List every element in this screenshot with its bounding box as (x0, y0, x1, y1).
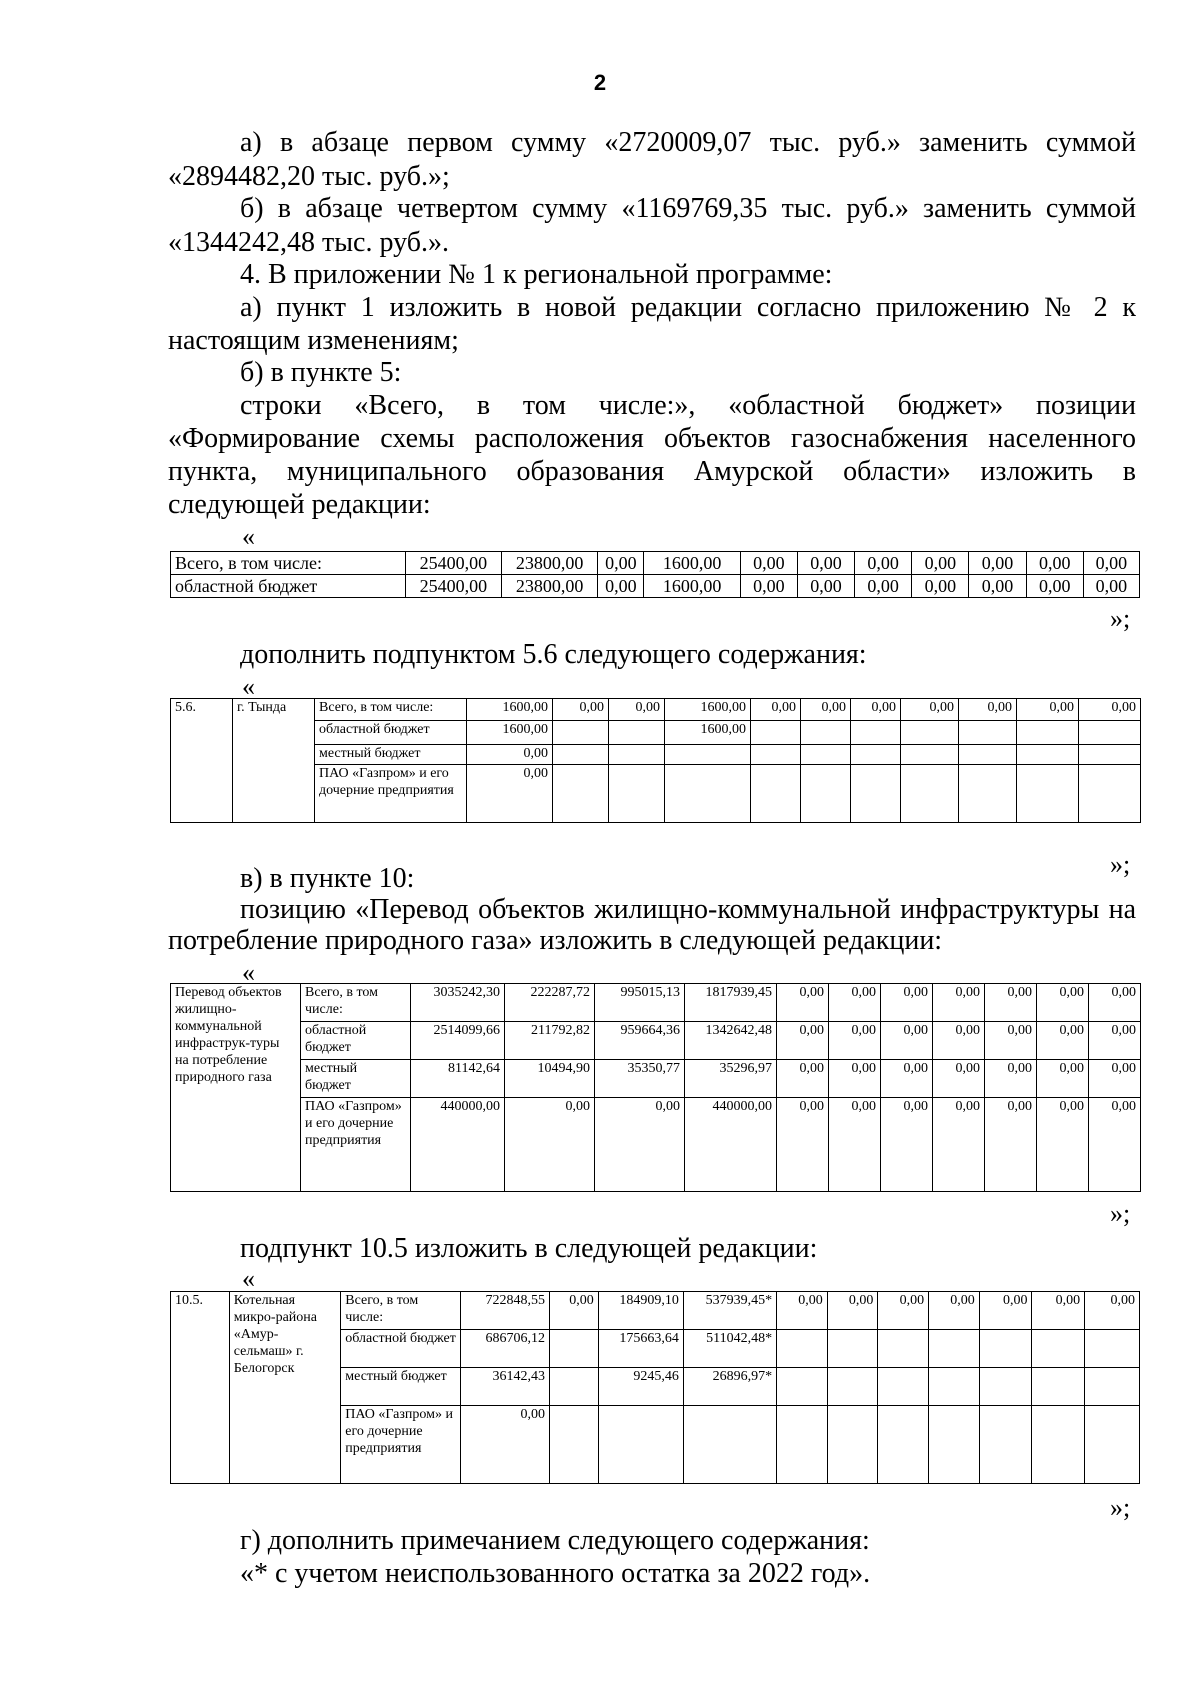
value-cell: 36142,43 (460, 1368, 549, 1406)
value-cell: 0,00 (1037, 984, 1089, 1022)
value-cell: 0,00 (985, 1060, 1037, 1098)
value-cell: 23800,00 (502, 575, 598, 598)
table-row (171, 984, 1141, 1022)
value-cell (901, 765, 959, 823)
value-cell (1017, 721, 1079, 745)
page-number: 2 (593, 70, 607, 95)
value-cell: 0,00 (797, 575, 854, 598)
table-row (171, 1292, 1140, 1330)
value-cell: 0,00 (740, 575, 797, 598)
value-cell (1085, 1368, 1140, 1406)
paragraph-4b: б) в пункте 5: (240, 357, 402, 388)
table-row (171, 1022, 1141, 1060)
value-cell (550, 1406, 599, 1484)
quote-close-1: »; (1110, 604, 1131, 633)
item-name: Котельная микро-района «Амур-сельмаш» г. Белогорск (229, 1292, 340, 1484)
item-name: Перевод объектов жилищно-коммунальной инфраструк-туры на потребление природного газа (171, 984, 301, 1192)
paragraph-c: в) в пункте 10: (240, 863, 415, 894)
value-cell (1032, 1368, 1085, 1406)
value-cell (1079, 721, 1141, 745)
value-cell: 0,00 (933, 1060, 985, 1098)
value-cell: 1600,00 (644, 575, 740, 598)
value-cell (550, 1368, 599, 1406)
value-cell (979, 1330, 1032, 1368)
row-label: Всего, в том числе: (315, 699, 467, 721)
value-cell: 81142,64 (411, 1060, 505, 1098)
value-cell (1032, 1406, 1085, 1484)
value-cell: 0,00 (829, 1022, 881, 1060)
item-number: 5.6. (171, 699, 233, 823)
table-row (171, 721, 1141, 745)
value-cell: 1600,00 (467, 699, 553, 721)
value-cell (751, 721, 801, 745)
value-cell: 722848,55 (460, 1292, 549, 1330)
value-cell (609, 765, 665, 823)
table-row (171, 745, 1141, 765)
value-cell (851, 765, 901, 823)
value-cell (665, 765, 751, 823)
paragraph-c-line1: позицию «Перевод объектов жилищно-коммунальной инфраструктуры на (240, 894, 1136, 925)
value-cell: 2514099,66 (411, 1022, 505, 1060)
value-cell: 0,00 (985, 984, 1037, 1022)
row-label: областной бюджет (341, 1330, 461, 1368)
value-cell: 25400,00 (405, 552, 501, 575)
value-cell: 0,00 (740, 552, 797, 575)
value-cell (1017, 765, 1079, 823)
value-cell: 0,00 (1037, 1098, 1089, 1192)
value-cell (609, 745, 665, 765)
value-cell (979, 1368, 1032, 1406)
value-cell: 0,00 (985, 1022, 1037, 1060)
value-cell: 0,00 (1083, 552, 1139, 575)
value-cell (777, 1330, 828, 1368)
value-cell: 0,00 (929, 1292, 980, 1330)
paragraph-4a-line1: а) пункт 1 изложить в новой редакции согласно приложению № 2 к (240, 292, 1136, 323)
value-cell (1079, 765, 1141, 823)
value-cell: 0,00 (1089, 1098, 1141, 1192)
paragraph-add-5-6: дополнить подпунктом 5.6 следующего содержания: (240, 639, 867, 670)
value-cell: 686706,12 (460, 1330, 549, 1368)
value-cell: 0,00 (1037, 1060, 1089, 1098)
value-cell: 0,00 (851, 699, 901, 721)
value-cell (979, 1406, 1032, 1484)
value-cell (959, 765, 1017, 823)
value-cell: 0,00 (933, 984, 985, 1022)
value-cell: 511042,48* (683, 1330, 776, 1368)
paragraph-4: 4. В приложении № 1 к региональной программе: (240, 259, 833, 290)
value-cell (959, 745, 1017, 765)
row-label: Всего, в том числе: (341, 1292, 461, 1330)
quote-open-2: « (242, 672, 255, 701)
value-cell: 0,00 (467, 765, 553, 823)
quote-close-2: »; (1110, 850, 1131, 879)
value-cell: 1342642,48 (685, 1022, 777, 1060)
value-cell: 0,00 (881, 1098, 933, 1192)
quote-open-1: « (242, 522, 255, 551)
row-label: местный бюджет (315, 745, 467, 765)
value-cell: 0,00 (797, 552, 854, 575)
item-name: г. Тында (233, 699, 315, 823)
table-row (171, 552, 1140, 575)
paragraph-rows-line1: строки «Всего, в том числе:», «областной бюджет» позиции (240, 390, 1136, 421)
value-cell: 0,00 (505, 1098, 595, 1192)
value-cell: 1600,00 (665, 699, 751, 721)
row-label: местный бюджет (301, 1060, 411, 1098)
table-row (171, 765, 1141, 823)
table-position-10 (170, 983, 1141, 1192)
value-cell (751, 765, 801, 823)
value-cell: 0,00 (829, 1098, 881, 1192)
value-cell: 0,00 (855, 552, 912, 575)
row-label: областной бюджет (171, 575, 406, 598)
value-cell (598, 1406, 683, 1484)
value-cell: 0,00 (598, 552, 644, 575)
table-totals (170, 551, 1140, 598)
value-cell: 0,00 (901, 699, 959, 721)
value-cell: 0,00 (827, 1292, 878, 1330)
value-cell: 23800,00 (502, 552, 598, 575)
value-cell (878, 1368, 929, 1406)
value-cell (901, 721, 959, 745)
value-cell (665, 745, 751, 765)
value-cell: 0,00 (985, 1098, 1037, 1192)
paragraph-rows-line3: пункта, муниципального образования Амурской области» изложить в (168, 456, 1136, 487)
value-cell: 222287,72 (505, 984, 595, 1022)
value-cell: 0,00 (881, 984, 933, 1022)
value-cell: 0,00 (801, 699, 851, 721)
value-cell: 25400,00 (405, 575, 501, 598)
value-cell (929, 1330, 980, 1368)
value-cell: 0,00 (595, 1098, 685, 1192)
value-cell: 0,00 (979, 1292, 1032, 1330)
value-cell: 0,00 (1026, 575, 1083, 598)
value-cell (929, 1406, 980, 1484)
value-cell: 0,00 (912, 552, 969, 575)
value-cell (683, 1406, 776, 1484)
value-cell: 0,00 (467, 745, 553, 765)
value-cell: 0,00 (933, 1022, 985, 1060)
value-cell: 0,00 (959, 699, 1017, 721)
value-cell (851, 745, 901, 765)
value-cell (1032, 1330, 1085, 1368)
value-cell: 0,00 (881, 1022, 933, 1060)
value-cell (1079, 745, 1141, 765)
row-label: ПАО «Газпром» и его дочерние предприятия (341, 1406, 461, 1484)
quote-open-4: « (242, 1264, 255, 1293)
value-cell: 995015,13 (595, 984, 685, 1022)
value-cell: 0,00 (881, 1060, 933, 1098)
value-cell (553, 765, 609, 823)
value-cell: 0,00 (829, 1060, 881, 1098)
value-cell: 0,00 (1032, 1292, 1085, 1330)
value-cell: 0,00 (912, 575, 969, 598)
value-cell: 440000,00 (685, 1098, 777, 1192)
table-subitem-10-5 (170, 1291, 1140, 1484)
value-cell: 0,00 (777, 1098, 829, 1192)
value-cell: 0,00 (1079, 699, 1141, 721)
row-label: местный бюджет (341, 1368, 461, 1406)
table-row (171, 1060, 1141, 1098)
value-cell (929, 1368, 980, 1406)
value-cell (609, 721, 665, 745)
value-cell: 0,00 (1089, 1022, 1141, 1060)
row-label: Всего, в том числе: (171, 552, 406, 575)
value-cell (827, 1330, 878, 1368)
value-cell: 0,00 (777, 1292, 828, 1330)
table-row (171, 575, 1140, 598)
value-cell: 0,00 (777, 1022, 829, 1060)
paragraph-rows-line4: следующей редакции: (168, 489, 431, 520)
value-cell (1085, 1330, 1140, 1368)
paragraph-10-5: подпункт 10.5 изложить в следующей редакции: (240, 1233, 818, 1264)
value-cell: 35350,77 (595, 1060, 685, 1098)
row-label: областной бюджет (315, 721, 467, 745)
value-cell (827, 1368, 878, 1406)
row-label: Всего, в том числе: (301, 984, 411, 1022)
value-cell: 0,00 (777, 1060, 829, 1098)
value-cell: 175663,64 (598, 1330, 683, 1368)
value-cell (878, 1330, 929, 1368)
value-cell: 184909,10 (598, 1292, 683, 1330)
value-cell: 0,00 (1017, 699, 1079, 721)
value-cell (777, 1406, 828, 1484)
paragraph-b-line2: «1344242,48 тыс. руб.». (168, 227, 449, 258)
value-cell: 9245,46 (598, 1368, 683, 1406)
value-cell: 0,00 (598, 575, 644, 598)
quote-open-3: « (242, 958, 255, 987)
value-cell (777, 1368, 828, 1406)
value-cell: 10494,90 (505, 1060, 595, 1098)
paragraph-a-line2: «2894482,20 тыс. руб.»; (168, 161, 450, 192)
value-cell: 0,00 (1089, 1060, 1141, 1098)
value-cell (553, 745, 609, 765)
value-cell: 1600,00 (644, 552, 740, 575)
value-cell (801, 721, 851, 745)
value-cell: 0,00 (1026, 552, 1083, 575)
value-cell: 0,00 (933, 1098, 985, 1192)
value-cell (801, 745, 851, 765)
value-cell: 0,00 (550, 1292, 599, 1330)
value-cell: 0,00 (878, 1292, 929, 1330)
value-cell (550, 1330, 599, 1368)
value-cell: 0,00 (1085, 1292, 1140, 1330)
value-cell (901, 745, 959, 765)
paragraph-rows-line2: «Формирование схемы расположения объектов газоснабжения населенного (168, 423, 1136, 454)
row-label: ПАО «Газпром» и его дочерние предприятия (315, 765, 467, 823)
value-cell: 0,00 (553, 699, 609, 721)
quote-close-4: »; (1110, 1493, 1131, 1522)
value-cell: 0,00 (777, 984, 829, 1022)
value-cell: 440000,00 (411, 1098, 505, 1192)
paragraph-4a-line2: настоящим изменениям; (168, 325, 459, 356)
value-cell: 959664,36 (595, 1022, 685, 1060)
value-cell: 0,00 (855, 575, 912, 598)
value-cell: 537939,45* (683, 1292, 776, 1330)
value-cell (1017, 745, 1079, 765)
value-cell: 0,00 (969, 552, 1026, 575)
value-cell (827, 1406, 878, 1484)
value-cell: 0,00 (1089, 984, 1141, 1022)
paragraph-c-line2: потребление природного газа» изложить в следующей редакции: (168, 925, 943, 956)
paragraph-d: г) дополнить примечанием следующего содержания: (240, 1525, 870, 1556)
value-cell (878, 1406, 929, 1484)
paragraph-b-line1: б) в абзаце четвертом сумму «1169769,35 тыс. руб.» заменить суммой (240, 193, 1136, 224)
value-cell: 35296,97 (685, 1060, 777, 1098)
value-cell: 0,00 (1037, 1022, 1089, 1060)
value-cell: 0,00 (751, 699, 801, 721)
value-cell (851, 721, 901, 745)
value-cell: 0,00 (829, 984, 881, 1022)
value-cell: 0,00 (969, 575, 1026, 598)
value-cell (801, 765, 851, 823)
value-cell (959, 721, 1017, 745)
value-cell: 211792,82 (505, 1022, 595, 1060)
value-cell: 26896,97* (683, 1368, 776, 1406)
row-label: ПАО «Газпром» и его дочерние предприятия (301, 1098, 411, 1192)
item-number: 10.5. (171, 1292, 230, 1484)
note-text: «* с учетом неиспользованного остатка за 2022 год». (240, 1558, 871, 1589)
value-cell: 3035242,30 (411, 984, 505, 1022)
paragraph-a-line1: а) в абзаце первом сумму «2720009,07 тыс. руб.» заменить суммой (240, 127, 1136, 158)
value-cell (751, 745, 801, 765)
value-cell: 0,00 (609, 699, 665, 721)
value-cell (1085, 1406, 1140, 1484)
value-cell: 0,00 (460, 1406, 549, 1484)
value-cell: 1817939,45 (685, 984, 777, 1022)
row-label: областной бюджет (301, 1022, 411, 1060)
table-row (171, 699, 1141, 721)
table-row (171, 1098, 1141, 1192)
value-cell: 1600,00 (467, 721, 553, 745)
table-subitem-5-6 (170, 698, 1141, 823)
value-cell: 0,00 (1083, 575, 1139, 598)
value-cell: 1600,00 (665, 721, 751, 745)
quote-close-3: »; (1110, 1199, 1131, 1228)
value-cell (553, 721, 609, 745)
